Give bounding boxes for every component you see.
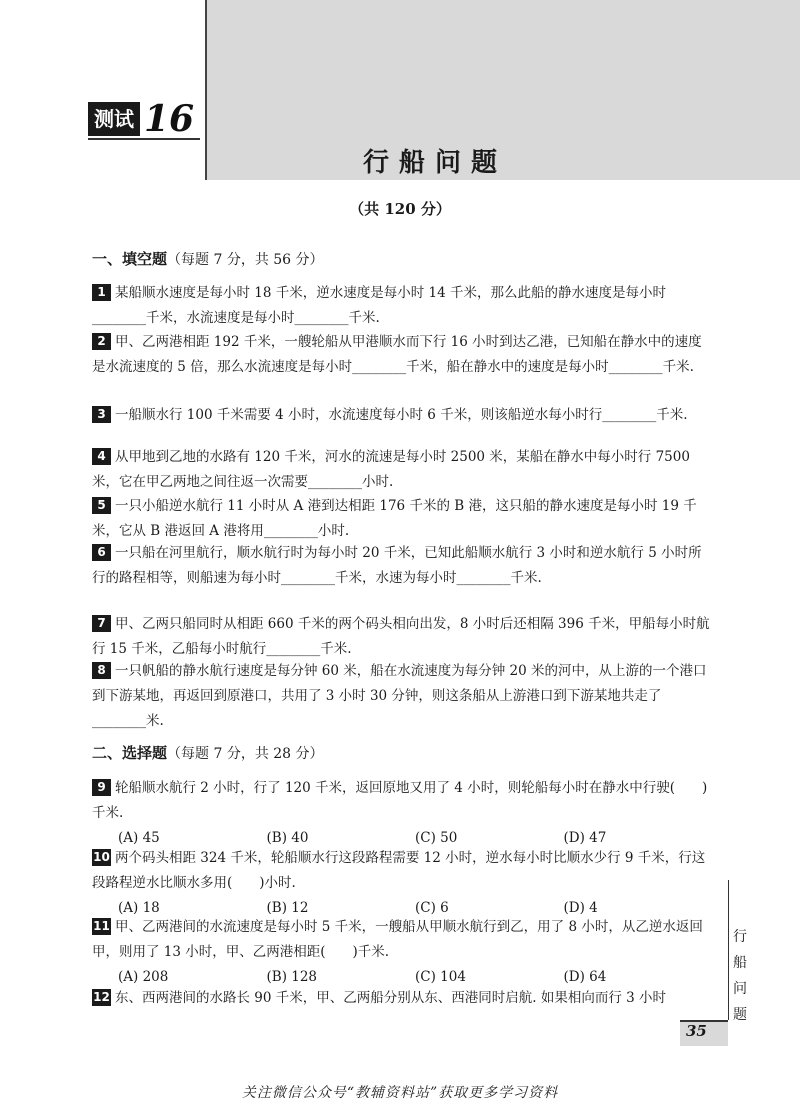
page-title: 行船问题 [362,148,507,178]
question-3 [92,403,712,428]
question-text: 轮船顺水航行 2 小时，行了 120 千米，返回原地又用了 4 小时，则轮船每小时在静水中行驶( )千米. [92,780,708,821]
question-2 [92,330,712,380]
option-a: (A) 208 [118,969,169,985]
question-number: 3 [92,406,111,423]
side-tab-label: 行船问题 [733,929,747,1023]
question-number: 5 [92,497,111,514]
question-number: 6 [92,544,111,561]
option-d: (D) 64 [563,969,607,985]
question-number: 1 [92,284,111,301]
title-underline [88,138,200,140]
question-number: 11 [93,919,110,933]
question-number: 4 [92,448,111,465]
question-text: 甲、乙两只船同时从相距 660 千米的两个码头相向出发，8 小时后还相隔 396 千米，甲船每小时航行 15 千米，乙船每小时航行________千米. [92,616,710,657]
question-text: 两个码头相距 324 千米，轮船顺水行这段路程需要 12 小时，逆水每小时比顺水少行 9 千米，行这段路程逆水比顺水多用( )小时. [92,850,706,891]
question-number: 7 [92,615,111,632]
option-b: (B) 40 [266,830,309,846]
question-text: 一只小船逆水航行 11 小时从 A 港到达相距 176 千米的 B 港，这只船的静水速度是每小时 19 千米，它从 B 港返回 A 港将用________小时. [92,498,697,539]
option-d: (D) 4 [563,900,598,916]
question-1 [92,281,712,331]
option-c: (C) 6 [415,900,449,916]
test-word: 测试 [88,102,140,136]
section-fill-title [92,248,324,269]
question-9 [92,776,712,851]
option-d: (D) 47 [563,830,607,846]
question-text: 甲、乙两港相距 192 千米，一艘轮船从甲港顺水而下行 16 小时到达乙港，已知船在静水中的速度是水流速度的 5 倍，那么水流速度是每小时________千米，船在静水中的速度是每小时________千米. [92,334,702,375]
question-7 [92,612,712,662]
question-8 [92,659,712,734]
question-number: 8 [92,662,111,679]
question-12 [92,986,712,1011]
question-text: 某船顺水速度是每小时 18 千米，逆水速度是每小时 14 千米，那么此船的静水速度是每小时________千米，水流速度是每小时________千米. [92,285,667,326]
side-tab [728,880,759,1023]
question-text: 东、西两港间的水路长 90 千米，甲、乙两船分别从东、西港同时启航. 如果相向而行 3 小时 [115,990,667,1006]
question-4 [92,445,712,495]
total-score: （共 120 分） [349,200,451,218]
option-a: (A) 18 [118,900,160,916]
question-10 [92,846,712,921]
section-fill-heading: 一、填空题 [92,250,168,268]
option-b: (B) 128 [266,969,318,985]
test-number: 16 [144,98,195,140]
question-number: 2 [92,333,111,350]
question-text: 一船顺水行 100 千米需要 4 小时，水流速度每小时 6 千米，则该船逆水每小时行________千米. [115,407,688,423]
page-number: 35 [686,1022,707,1040]
section-fill-sub: （每题 7 分，共 56 分） [167,252,324,268]
option-a: (A) 45 [118,830,160,846]
option-c: (C) 104 [415,969,466,985]
question-number: 12 [93,990,110,1004]
question-6 [92,541,712,591]
section-choice-heading: 二、选择题 [92,744,168,762]
footer-note: 关注微信公众号“教辅资料站”获取更多学习资料 [241,1085,559,1101]
question-text: 甲、乙两港间的水流速度是每小时 5 千米，一艘船从甲顺水航行到乙，用了 8 小时，从乙逆水返回甲，则用了 13 小时，甲、乙两港相距( )千米. [92,919,703,960]
question-text: 一只船在河里航行，顺水航行时为每小时 20 千米，已知此船顺水航行 3 小时和逆水航行 5 小时所行的路程相等，则船速为每小时________千米，水速为每小时________千米. [92,545,702,586]
question-5 [92,494,712,544]
section-choice-sub: （每题 7 分，共 28 分） [167,746,324,762]
question-number: 9 [92,779,111,796]
test-label [88,100,194,138]
option-c: (C) 50 [415,830,458,846]
section-choice-title [92,742,324,763]
question-text: 一只帆船的静水航行速度是每分钟 60 米，船在水流速度为每分钟 20 米的河中，从上游的一个港口到下游某地，再返回到原港口，共用了 3 小时 30 分钟，则这条船从上游港口到下游某地共走了________米. [92,663,707,729]
question-number: 10 [93,850,110,864]
option-b: (B) 12 [266,900,309,916]
question-11 [92,915,712,990]
question-text: 从甲地到乙地的水路有 120 千米，河水的流速是每小时 2500 米，某船在静水中每小时行 7500 米，它在甲乙两地之间往返一次需要________小时. [92,449,690,490]
